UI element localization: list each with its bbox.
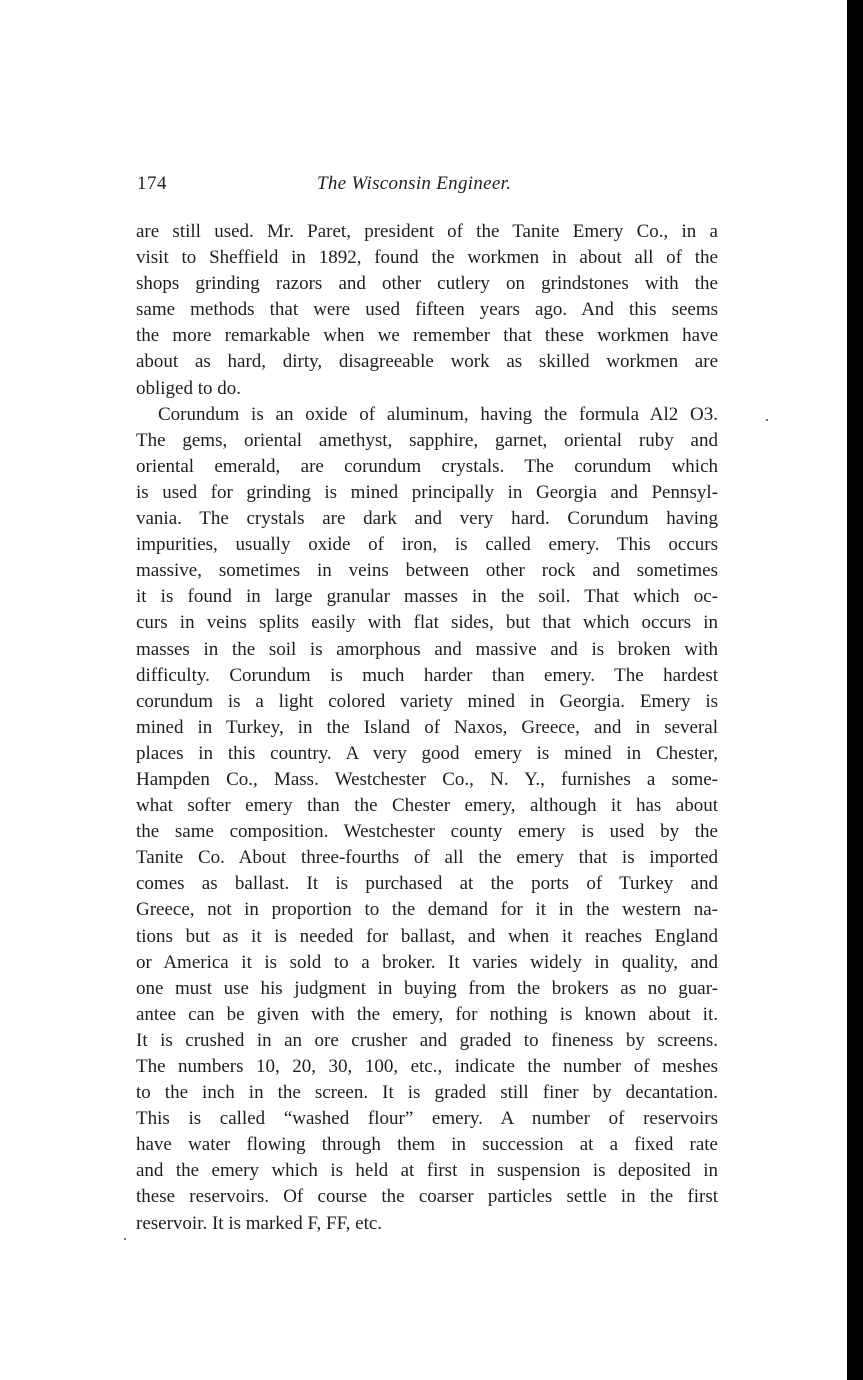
text-line: places in this country. A very good emery is mined in Chester, bbox=[136, 742, 718, 764]
text-line: The gems, oriental amethyst, sapphire, garnet, oriental ruby and bbox=[136, 429, 718, 451]
text-line: Hampden Co., Mass. Westchester Co., N. Y., furnishes a some- bbox=[136, 768, 718, 790]
running-title: The Wisconsin Engineer. bbox=[317, 173, 512, 194]
text-line: It is crushed in an ore crusher and graded to fineness by screens. bbox=[136, 1029, 718, 1051]
page-header bbox=[137, 173, 717, 201]
text-line: is used for grinding is mined principally in Georgia and Pennsyl- bbox=[136, 481, 718, 503]
text-line: comes as ballast. It is purchased at the ports of Turkey and bbox=[136, 873, 718, 895]
text-line: masses in the soil is amorphous and massive and is broken with bbox=[136, 638, 718, 660]
text-line: or America it is sold to a broker. It varies widely in quality, and bbox=[136, 951, 718, 973]
text-line: it is found in large granular masses in the soil. That which oc- bbox=[136, 586, 718, 608]
text-line: Tanite Co. About three-fourths of all the emery that is imported bbox=[136, 847, 718, 869]
text-line: about as hard, dirty, disagreeable work as skilled workmen are bbox=[136, 351, 718, 373]
text-line: the same composition. Westchester county emery is used by the bbox=[136, 821, 718, 843]
body-text bbox=[136, 219, 718, 1237]
text-line: This is called “washed flour” emery. A number of reservoirs bbox=[136, 1108, 718, 1130]
scan-speck bbox=[124, 1238, 126, 1240]
text-line: these reservoirs. Of course the coarser particles settle in the first bbox=[136, 1186, 718, 1208]
text-line: mined in Turkey, in the Island of Naxos, Greece, and in several bbox=[136, 716, 718, 738]
paragraph-2 bbox=[136, 402, 718, 1237]
text-line: corundum is a light colored variety mined in Georgia. Emery is bbox=[136, 690, 718, 712]
scan-speck bbox=[766, 419, 768, 421]
text-line: are still used. Mr. Paret, president of the Tanite Emery Co., in a bbox=[136, 221, 718, 242]
text-line: vania. The crystals are dark and very hard. Corundum having bbox=[136, 508, 718, 530]
text-line: same methods that were used fifteen years ago. And this seems bbox=[136, 299, 718, 321]
text-line: visit to Sheffield in 1892, found the workmen in about all of the bbox=[136, 247, 718, 269]
text-line: massive, sometimes in veins between other rock and sometimes bbox=[136, 560, 718, 582]
text-line: one must use his judgment in buying from the brokers as no guar- bbox=[136, 977, 718, 999]
scan-edge-border bbox=[847, 0, 863, 1380]
text-line: to the inch in the screen. It is graded still finer by decantation. bbox=[136, 1082, 718, 1104]
text-line: Corundum is an oxide of aluminum, having the formula Al2 O3. bbox=[158, 403, 718, 425]
text-line: curs in veins splits easily with flat sides, but that which occurs in bbox=[136, 612, 718, 634]
text-line: have water flowing through them in succession at a fixed rate bbox=[136, 1134, 718, 1156]
text-line: the more remarkable when we remember that these workmen have bbox=[136, 325, 718, 347]
text-line: what softer emery than the Chester emery, although it has about bbox=[136, 795, 718, 817]
text-line: impurities, usually oxide of iron, is called emery. This occurs bbox=[136, 534, 718, 556]
text-line: difficulty. Corundum is much harder than emery. The hardest bbox=[136, 664, 718, 686]
text-line: oriental emerald, are corundum crystals. The corundum which bbox=[136, 455, 718, 477]
text-line: Greece, not in proportion to the demand for it in the western na- bbox=[136, 899, 718, 921]
text-line: reservoir. It is marked F, FF, etc. bbox=[136, 1212, 383, 1234]
text-line: obliged to do. bbox=[136, 377, 242, 399]
paragraph-1 bbox=[136, 219, 718, 402]
page-number: 174 bbox=[137, 173, 167, 194]
text-line: tions but as it is needed for ballast, and when it reaches England bbox=[136, 925, 718, 947]
text-line: antee can be given with the emery, for nothing is known about it. bbox=[136, 1003, 718, 1025]
text-line: and the emery which is held at first in suspension is deposited in bbox=[136, 1160, 718, 1182]
text-line: shops grinding razors and other cutlery on grindstones with the bbox=[136, 273, 718, 295]
text-line: The numbers 10, 20, 30, 100, etc., indicate the number of meshes bbox=[136, 1056, 718, 1077]
